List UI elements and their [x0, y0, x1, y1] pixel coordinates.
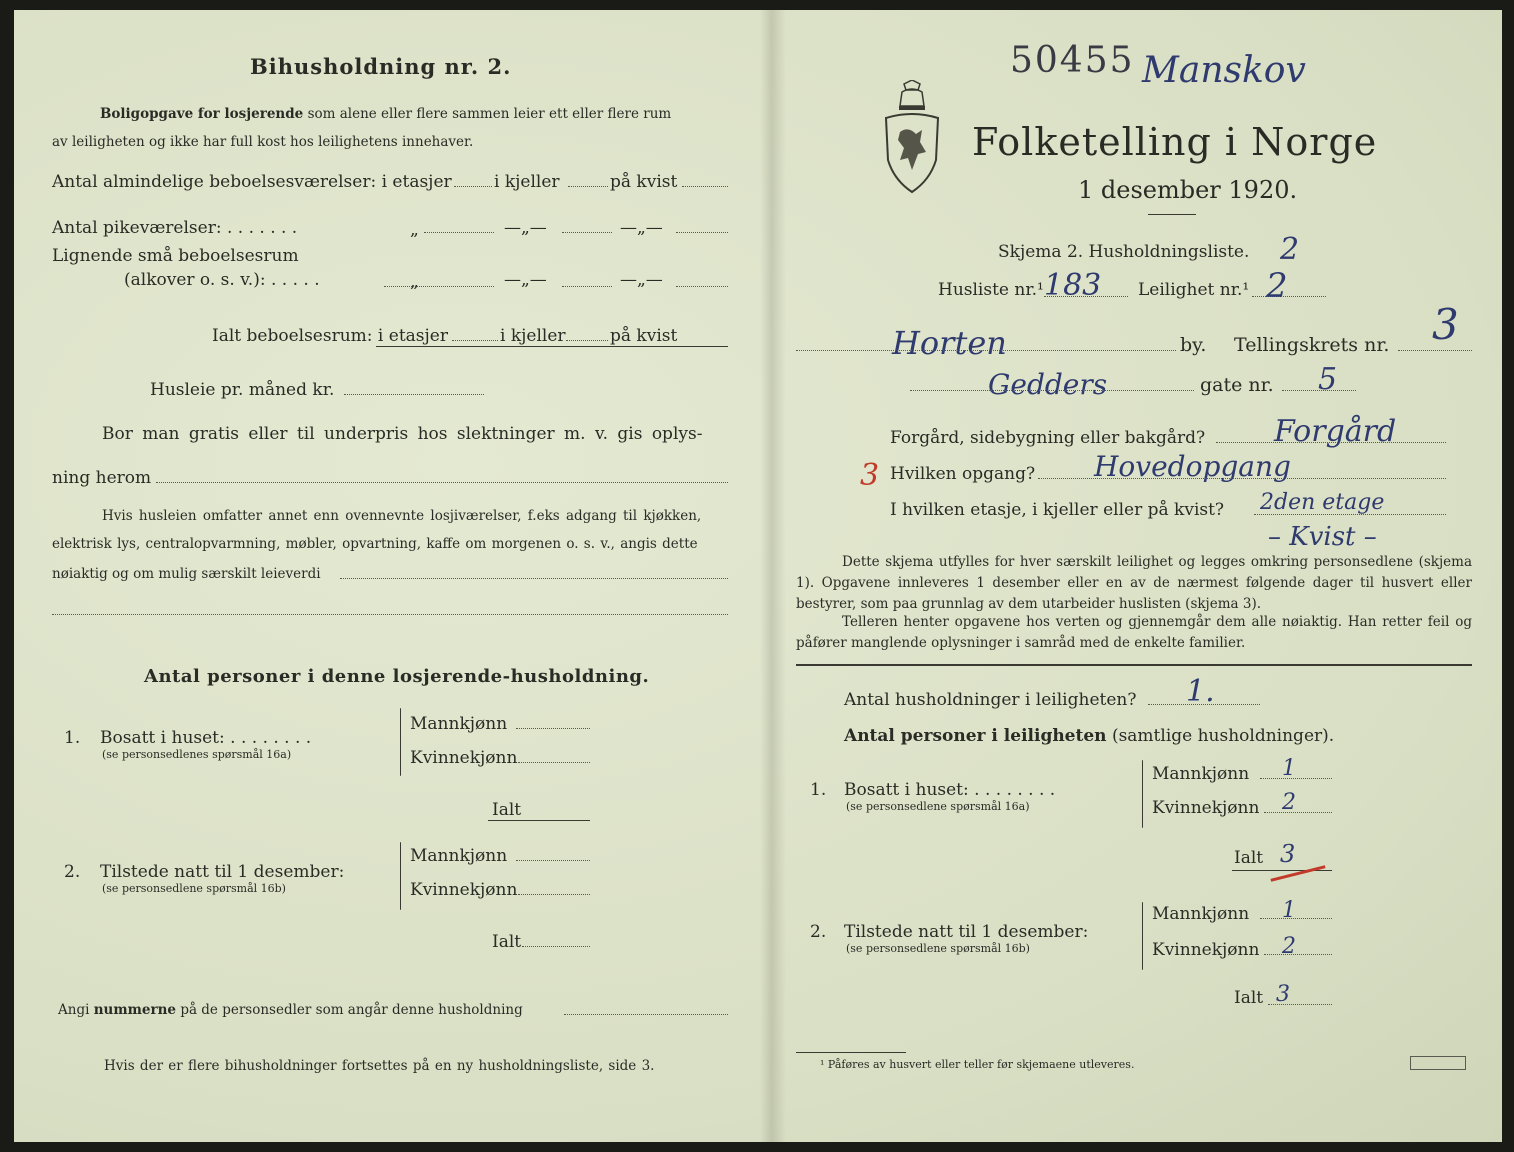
rooms-kvist-label: på kvist [610, 172, 678, 192]
left-q2-label: Tilstede natt til 1 desember: [100, 862, 345, 882]
right-q1-ialt-label: Ialt [1234, 848, 1264, 868]
gate-nr-field[interactable] [1282, 390, 1356, 391]
hw-q2-ialt: 3 [1276, 982, 1290, 1007]
hw-opgang: Hovedopgang [1094, 450, 1291, 483]
instructions-2: Telleren henter opgavene hos verten og gjennemgår dem alle nøiaktig. Han retter feil og påfører manglende oplysninger i samråd med de enkelte familier. [796, 614, 1472, 651]
left-q2-kvinne-label: Kvinnekjønn [410, 880, 518, 900]
angi-field[interactable] [564, 1014, 728, 1015]
right-q1-mann-field[interactable] [1260, 778, 1332, 779]
left-q1-ialt-label: Ialt [492, 800, 522, 820]
printer-mark-icon [1410, 1056, 1466, 1070]
right-q2-num: 2. [810, 922, 827, 942]
left-q1-mann-label: Mannkjønn [410, 714, 508, 734]
right-q2-mann-label: Mannkjønn [1152, 904, 1250, 924]
left-q1-ialt-field[interactable] [488, 820, 590, 821]
ialt-kjeller-label: i kjeller [500, 326, 566, 346]
pike-etasjer-field[interactable] [424, 232, 494, 233]
by-field[interactable] [796, 350, 1176, 351]
lignende-label-2: (alkover o. s. v.): . . . . . [124, 270, 320, 290]
norway-coat-of-arms-icon [882, 80, 942, 196]
lignende-kvist-field[interactable] [676, 286, 728, 287]
tellingskrets-label: Tellingskrets nr. [1234, 334, 1390, 356]
forgaard-field[interactable] [1216, 442, 1446, 443]
bor-field[interactable] [156, 482, 728, 483]
hw-red-3: 3 [860, 458, 880, 493]
hw-gate: Gedders [988, 368, 1108, 401]
page-fold [760, 10, 786, 1142]
rooms-kjeller-field[interactable] [568, 186, 608, 187]
hw-husliste: 183 [1044, 268, 1102, 303]
ialt-kvist-label: på kvist [610, 326, 678, 346]
right-q1-kvinne-label: Kvinnekjønn [1152, 798, 1260, 818]
right-q2-label: Tilstede natt til 1 desember: [844, 922, 1089, 942]
left-q1-kvinne-field[interactable] [518, 762, 590, 763]
forgaard-label: Forgård, sidebygning eller bakgård? [890, 428, 1206, 448]
right-persons-bold: Antal personer i leiligheten [844, 726, 1107, 746]
right-q2-ialt-field[interactable] [1268, 1004, 1332, 1005]
husleie-field[interactable] [344, 394, 484, 395]
leieverdi-field[interactable] [340, 578, 728, 579]
lignende-label-1: Lignende små beboelsesrum [52, 246, 299, 266]
right-q1-kvinne-field[interactable] [1264, 812, 1332, 813]
left-q1-label: Bosatt i huset: . . . . . . . . [100, 728, 312, 748]
gate-field[interactable] [910, 390, 1194, 391]
angi-pre: Angi [58, 1002, 90, 1018]
skjema-label: Skjema 2. Husholdningsliste. [998, 242, 1250, 262]
footnote: ¹ Påføres av husvert eller teller før skjemaene utleveres. [820, 1058, 1135, 1071]
right-q2-mann-field[interactable] [1260, 918, 1332, 919]
gate-label: gate nr. [1200, 374, 1274, 396]
pike-ditto-1: „ [410, 220, 419, 240]
instructions-rule [796, 664, 1472, 666]
pike-kjeller-field[interactable] [562, 232, 612, 233]
left-q2-mann-label: Mannkjønn [410, 846, 508, 866]
hw-forgaard: Forgård [1274, 414, 1397, 449]
etasje-label: I hvilken etasje, i kjeller eller på kvist? [890, 500, 1225, 520]
lignende-ditto-1: „ [410, 272, 419, 292]
hw-leilighet: 2 [1266, 266, 1288, 306]
left-q2-brace [400, 842, 401, 910]
hvis-line-1: Hvis husleien omfatter annet enn ovennevnte losjiværelser, f.eks adgang til kjøkken, [102, 508, 702, 524]
lignende-etasjer-field[interactable] [384, 286, 494, 287]
left-footer: Hvis der er flere bihusholdninger fortsettes på en ny husholdningsliste, side 3. [104, 1058, 655, 1074]
census-form-sheet [14, 10, 1502, 1142]
pike-label: Antal pikeværelser: . . . . . . . [52, 218, 298, 238]
left-q2-num: 2. [64, 862, 81, 882]
hw-q1-kvinne: 2 [1282, 790, 1296, 815]
pike-ditto-2: —„— [504, 218, 547, 238]
husliste-field[interactable] [1044, 296, 1128, 297]
hw-tellingskrets: 3 [1432, 300, 1459, 349]
intro-rest: som alene eller flere sammen leier ett eller flere rum [307, 106, 672, 122]
stamp-word: Manskov [1142, 50, 1306, 91]
left-q2-ialt-label: Ialt [492, 932, 522, 952]
rooms-kvist-field[interactable] [682, 186, 728, 187]
right-q2-kvinne-field[interactable] [1264, 954, 1332, 955]
lignende-ditto-2: —„— [504, 270, 547, 290]
bor-line-2: ning herom [52, 468, 152, 488]
hw-q1-ialt: 3 [1280, 840, 1296, 868]
pike-ditto-3: —„— [620, 218, 663, 238]
lignende-kjeller-field[interactable] [562, 286, 612, 287]
left-q1-kvinne-label: Kvinnekjønn [410, 748, 518, 768]
right-q2-kvinne-label: Kvinnekjønn [1152, 940, 1260, 960]
ialt-rooms-label: Ialt beboelsesrum: i etasjer [212, 326, 448, 346]
intro-line-2: av leiligheten og ikke har full kost hos leilighetens innehaver. [52, 134, 474, 150]
ialt-etasjer-field[interactable] [452, 340, 498, 341]
angi-line [58, 1002, 523, 1018]
form-title: Folketelling i Norge [972, 120, 1378, 164]
footnote-rule [796, 1052, 906, 1053]
left-persons-heading: Antal personer i denne losjerende-husholdning. [144, 666, 650, 687]
etasje-field[interactable] [1254, 514, 1446, 515]
angi-bold: nummerne [93, 1002, 177, 1018]
leieverdi-field-2[interactable] [52, 614, 728, 615]
angi-rest: på de personsedler som angår denne husholdning [180, 1002, 523, 1018]
hw-by: Horten [892, 324, 1007, 362]
intro-line-1 [100, 106, 671, 122]
right-q2-ialt-label: Ialt [1234, 988, 1264, 1008]
opgang-label: Hvilken opgang? [890, 464, 1036, 484]
left-q1-sub: (se personsedlenes spørsmål 16a) [102, 748, 292, 761]
hw-etasje: 2den etage [1260, 490, 1385, 515]
rooms-kjeller-label: i kjeller [494, 172, 560, 192]
husleie-label: Husleie pr. måned kr. [150, 380, 335, 400]
rooms-etasjer-field[interactable] [454, 186, 492, 187]
left-q2-ialt-field[interactable] [522, 946, 590, 947]
hvis-line-3: nøiaktig og om mulig særskilt leieverdi [52, 566, 321, 582]
hw-q1-mann: 1 [1282, 756, 1296, 781]
hw-q2-mann: 1 [1282, 898, 1296, 923]
husholdninger-field[interactable] [1148, 704, 1260, 705]
hw-gate-nr: 5 [1318, 362, 1338, 397]
hw-q2-kvinne: 2 [1282, 934, 1296, 959]
right-q1-label: Bosatt i huset: . . . . . . . . [844, 780, 1056, 800]
leilighet-label: Leilighet nr.¹ [1138, 280, 1250, 300]
rooms-label: Antal almindelige beboelsesværelser: i etasjer [52, 172, 452, 192]
hw-skjema-no: 2 [1280, 232, 1300, 267]
right-persons-line [844, 726, 1334, 746]
red-pencil-check [1270, 865, 1325, 881]
leilighet-field[interactable] [1252, 296, 1326, 297]
right-persons-rest: (samtlige husholdninger). [1111, 726, 1335, 746]
hvis-line-2: elektrisk lys, centralopvarmning, møbler, opvartning, kaffe om morgenen o. s. v., angis dette [52, 536, 698, 552]
intro-bold: Boligopgave for losjerende [100, 106, 304, 122]
right-q1-sub: (se personsedlene spørsmål 16a) [846, 800, 1030, 813]
left-q1-num: 1. [64, 728, 81, 748]
left-q1-mann-field[interactable] [516, 728, 590, 729]
instructions-1: Dette skjema utfylles for hver særskilt leilighet og legges omkring personsedlene (skjema 1). Opgavene innleveres 1 desember eller en av de nærmest følgende dager til husvert eller bestyrer, som paa grunnlag av dem utarbeider huslisten (skjema 3). [796, 554, 1472, 612]
husholdninger-label: Antal husholdninger i leiligheten? [844, 690, 1137, 710]
by-label: by. [1180, 334, 1207, 356]
tellingskrets-field[interactable] [1398, 350, 1472, 351]
left-q1-brace [400, 708, 401, 776]
title-rule [1148, 214, 1196, 215]
bor-line-1: Bor man gratis eller til underpris hos slektninger m. v. gis oplys- [102, 424, 703, 444]
hw-husholdninger: 1. [1186, 674, 1215, 709]
form-date: 1 desember 1920. [1078, 176, 1298, 204]
hw-kvist: – Kvist – [1268, 522, 1377, 552]
husliste-label: Husliste nr.¹ [938, 280, 1044, 300]
lignende-ditto-3: —„— [620, 270, 663, 290]
left-title: Bihusholdning nr. 2. [250, 54, 512, 79]
right-q2-sub: (se personsedlene spørsmål 16b) [846, 942, 1030, 955]
pike-kvist-field[interactable] [676, 232, 728, 233]
ialt-kjeller-field[interactable] [566, 340, 608, 341]
left-q2-mann-field[interactable] [516, 860, 590, 861]
left-q2-kvinne-field[interactable] [518, 894, 590, 895]
stamp-number: 50455 [1010, 40, 1135, 81]
left-q2-sub: (se personsedlene spørsmål 16b) [102, 882, 286, 895]
right-q1-brace [1142, 760, 1143, 828]
ialt-underline [376, 346, 728, 347]
opgang-field[interactable] [1038, 478, 1446, 479]
right-q1-num: 1. [810, 780, 827, 800]
right-q2-brace [1142, 902, 1143, 970]
right-q1-mann-label: Mannkjønn [1152, 764, 1250, 784]
